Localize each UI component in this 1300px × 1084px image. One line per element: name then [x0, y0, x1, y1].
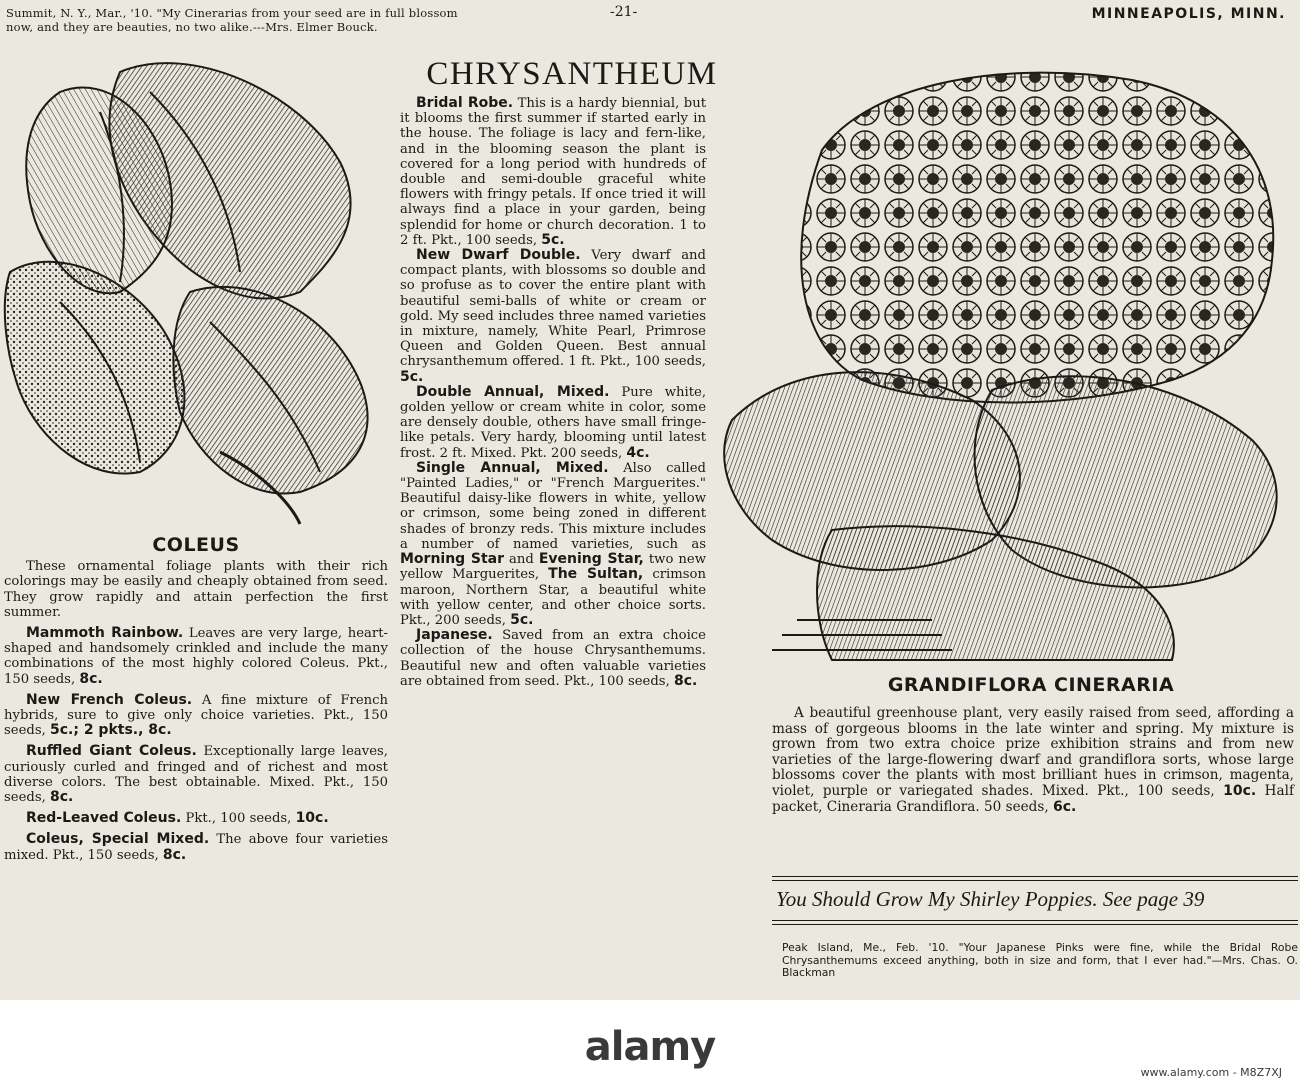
shirley-poppies-promo: You Should Grow My Shirley Poppies. See page 39 — [776, 887, 1205, 911]
entry-inline-name: Morning Star — [400, 551, 505, 568]
entry-text: Saved from an extra choice collection of the house Chrysanthemums. Beautiful new and often valuable varieties are obtained from seed. Pkt., 100 seeds, — [400, 628, 706, 689]
entry-inline-name: The Sultan, — [548, 566, 644, 583]
divider-rule — [772, 876, 1298, 877]
chrysanthemum-entry — [400, 248, 706, 385]
entry-price: 4c. — [626, 444, 650, 461]
entry-price: 8c. — [49, 789, 74, 806]
header-testimonial — [6, 6, 606, 34]
entry-price: 5c.; 2 pkts., 8c. — [49, 722, 172, 739]
entry-name: Coleus, Special Mixed. — [26, 831, 210, 848]
entry-price: 8c. — [162, 846, 187, 863]
coleus-entry — [4, 693, 388, 739]
entry-name: Bridal Robe. — [416, 95, 514, 111]
entry-text: Leaves are very large, heart-shaped and handsomely crinkled and include the many combinations of the most highly colored Coleus. Pkt., 150 seeds, — [4, 626, 388, 687]
entry-name: Single Annual, Mixed. — [416, 459, 609, 476]
coleus-entry — [4, 744, 388, 805]
cineraria-description — [772, 706, 1294, 815]
cineraria-heading: GRANDIFLORA CINERARIA — [887, 674, 1175, 696]
entry-price: 8c. — [673, 672, 698, 689]
entry-name: Japanese. — [416, 627, 493, 644]
entry-text: This is a hardy biennial, but it blooms the first summer if started early in the house. The foliage is lacy and fern-like, and in the blooming season the plant is covered for a long period with hundreds of double and semi-double graceful white flowers with fringy petals. If once tried it will always find a place in your garden, being splendid for home or church decoration. 1 to 2 ft. Pkt., 100 seeds, — [400, 96, 707, 248]
coleus-entry — [4, 626, 388, 687]
entry-price: 5c. — [541, 231, 565, 248]
divider-rule — [772, 920, 1298, 921]
coleus-intro: These ornamental foliage plants with their rich colorings may be easily and cheaply obtained from seed. They grow rapidly and attain perfection the first summer. — [4, 559, 388, 620]
entry-price: 5c. — [400, 368, 424, 385]
entry-text: two new yellow Marguerites, — [400, 552, 706, 583]
coleus-entry — [4, 832, 388, 862]
entry-text: Pkt., 100 seeds, — [181, 811, 296, 827]
header-quote-line-1: Summit, N. Y., Mar., '10. "My Cinerarias from your seed are in full blossom — [6, 6, 458, 20]
entry-price: 8c. — [79, 670, 103, 687]
coleus-section — [4, 534, 389, 863]
entry-text: Pure white, golden yellow or cream white in color, some are densely double, others have small fringe-like petals. Very hardy, blooming until latest frost. 2 ft. Mixed. Pkt. 200 seeds, — [400, 384, 707, 461]
cineraria-half-price: 6c. — [1053, 798, 1077, 815]
entry-text: Exceptionally large leaves, curiously curled and fringed and of richest and most diverse colors. The best obtainable. Mixed. Pkt., 150 seeds, — [4, 744, 388, 806]
entry-text: A fine mixture of French hybrids, sure to give only choice varieties. Pkt., 150 seeds, — [4, 692, 389, 739]
divider-rule — [772, 880, 1298, 881]
chrysanthemum-section — [400, 96, 706, 689]
entry-text: and — [504, 552, 539, 568]
chrysanthemum-entry — [400, 96, 706, 248]
stock-watermark-banner — [0, 1000, 1300, 1084]
svg-text:alamy: alamy — [584, 1024, 716, 1070]
entry-name: Ruffled Giant Coleus. — [26, 743, 197, 760]
svg-text:www.alamy.com - M8Z7XJ: www.alamy.com - M8Z7XJ — [1140, 1066, 1282, 1079]
entry-name: New French Coleus. — [26, 691, 193, 708]
chrysanthemum-entry — [400, 385, 706, 461]
entry-text: crimson maroon, Northern Star, a beautiful white with yellow center, and other choice sorts. Pkt., 200 seeds, — [400, 567, 706, 628]
entry-name: Red-Leaved Coleus. — [26, 810, 182, 827]
footer-testimonial: Peak Island, Me., Feb. '10. "Your Japanese Pinks were fine, while the Bridal Robe Chrysanthemums exceed anything, both in size and form, that I ever had."—Mrs. Chas. O. Blackman — [782, 941, 1298, 979]
chrysanthemum-entry — [400, 628, 706, 689]
chrysanthemum-heading: CHRYSANTHEUM — [426, 56, 718, 92]
entry-text: Very dwarf and compact plants, with blossoms so double and so profuse as to cover the entire plant with beautiful semi-balls of white or cream or gold. My seed includes three named varieties in mixture, namely, White Pearl, Primrose Queen and Golden Queen. Best annual chrysanthemum offered. 1 ft. Pkt., 100 seeds, — [400, 248, 706, 370]
entry-text: The above four varieties mixed. Pkt., 150 seeds, — [4, 832, 388, 863]
coleus-illustration — [0, 52, 395, 527]
entry-text: Also called "Painted Ladies," or "French Marguerites." Beautiful daisy-like flowers in white, yellow or crimson, some being zoned in different shades of bronzy reds. This mixture includes a number of named varieties, such as — [400, 460, 707, 552]
divider-rule — [772, 924, 1298, 925]
header-city: MINNEAPOLIS, MINN. — [1091, 6, 1286, 22]
entry-name: Mammoth Rainbow. — [26, 625, 184, 642]
cineraria-tail: Half packet, Cineraria Grandiflora. 50 seeds, — [772, 782, 1294, 815]
entry-inline-name: Evening Star, — [538, 551, 644, 568]
cineraria-illustration — [712, 60, 1300, 672]
chrysanthemum-entry — [400, 461, 706, 628]
coleus-heading: COLEUS — [152, 534, 240, 556]
alamy-logo — [0, 1000, 1300, 1084]
entry-name: New Dwarf Double. — [416, 247, 581, 264]
coleus-entry — [4, 811, 388, 826]
header-quote-line-2: now, and they are beauties, no two alike.---Mrs. Elmer Bouck. — [6, 20, 378, 34]
page-number: -21- — [610, 4, 638, 20]
entry-name: Double Annual, Mixed. — [416, 383, 610, 400]
cineraria-price: 10c. — [1223, 782, 1257, 799]
cineraria-text: A beautiful greenhouse plant, very easily raised from seed, affording a mass of gorgeous blooms in the late winter and spring. My mixture is grown from two extra choice prize exhibition strains and from new varieties of the large-flowering dwarf and grandiflora sorts, whose large blossoms cover the plants with most brilliant hues in crimson, magenta, violet, purple or variegated shades. Mixed. Pkt., 100 seeds, — [772, 705, 1294, 799]
entry-price: 5c. — [510, 611, 534, 628]
entry-price: 10c. — [295, 810, 329, 827]
